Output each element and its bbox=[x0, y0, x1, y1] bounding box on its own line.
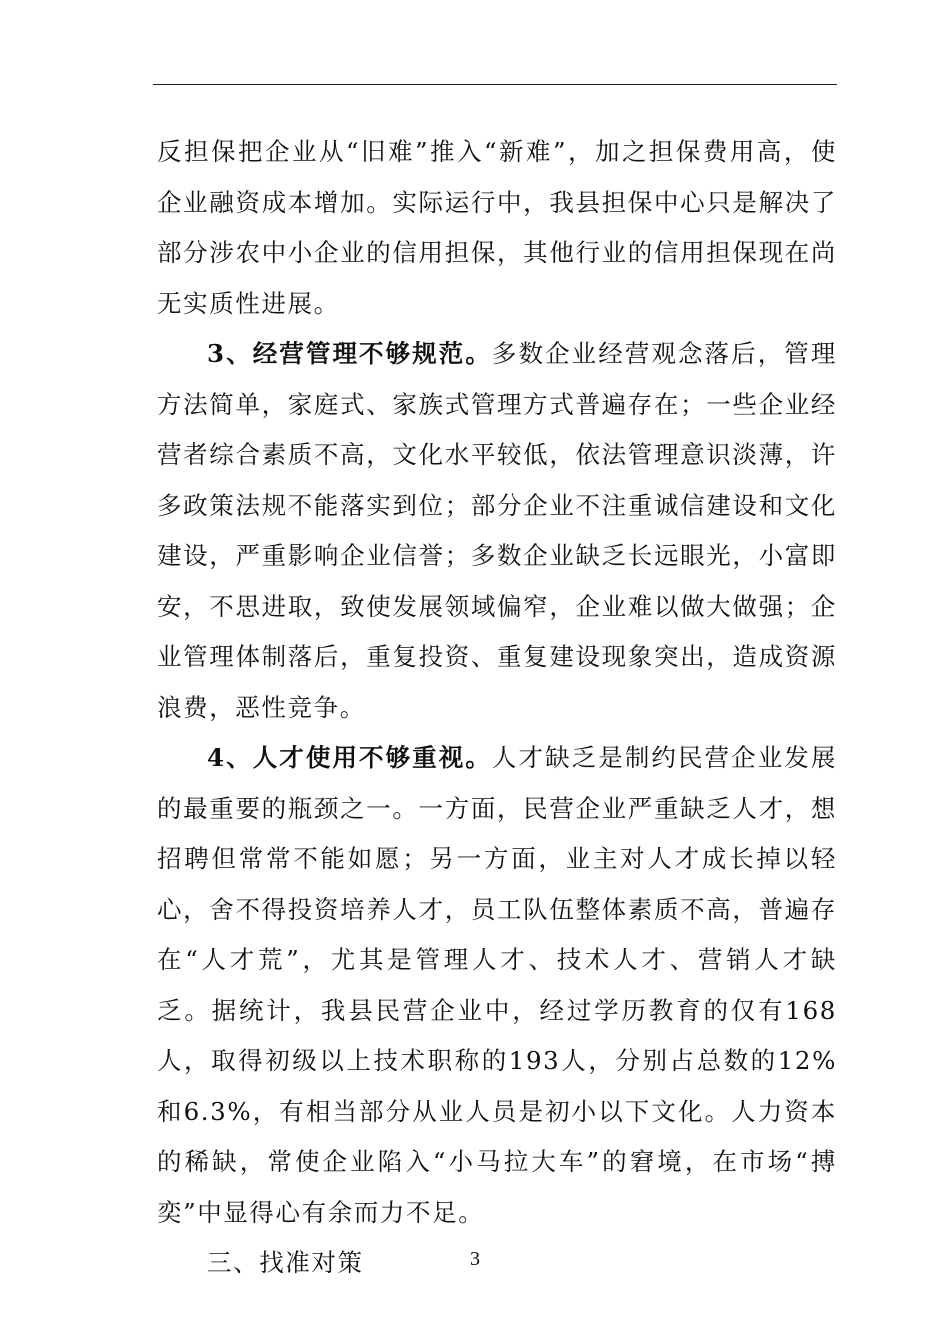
page-number: 3 bbox=[470, 1248, 480, 1270]
document-body bbox=[157, 127, 837, 1289]
paragraph-talent-heading: 4、人才使用不够重视。 bbox=[207, 743, 492, 772]
paragraph-management-text: 多数企业经营观念落后，管理方法简单，家庭式、家族式管理方式普遍存在；一些企业经营者综合素质不高，文化水平较低，依法管理意识淡薄，许多政策法规不能落实到位；部分企业不注重诚信建设和文化建设，严重影响企业信誉；多数企业缺乏长远眼光，小富即安，不思进取，致使发展领域偏窄，企业难以做大做强；企业管理体制落后，重复投资、重复建设现象突出，造成资源浪费，恶性竞争。 bbox=[157, 339, 837, 722]
paragraph-talent-text: 人才缺乏是制约民营企业发展的最重要的瓶颈之一。一方面，民营企业严重缺乏人才，想招聘但常常不能如愿；另一方面，业主对人才成长掉以轻心，舍不得投资培养人才，员工队伍整体素质不高，普遍存在“人才荒”，尤其是管理人才、技术人才、营销人才缺乏。据统计，我县民营企业中，经过学历教育的仅有168人，取得初级以上技术职称的193人，分别占总数的12%和6.3%，有相当部分从业人员是初小以下文化。人力资本的稀缺，常使企业陷入“小马拉大车”的窘境，在市场“搏奕”中显得心有余而力不足。 bbox=[157, 743, 837, 1227]
paragraph-guarantee-continuation: 反担保把企业从“旧难”推入“新难”，加之担保费用高，使企业融资成本增加。实际运行中，我县担保中心只是解决了部分涉农中小企业的信用担保，其他行业的信用担保现在尚无实质性进展。 bbox=[157, 137, 837, 318]
paragraph-talent bbox=[157, 733, 837, 1238]
section-heading: 三、找准对策 bbox=[207, 1248, 364, 1277]
paragraph-management bbox=[157, 329, 837, 733]
header-rule bbox=[153, 84, 837, 85]
paragraph-management-heading: 3、经营管理不够规范。 bbox=[207, 339, 492, 368]
